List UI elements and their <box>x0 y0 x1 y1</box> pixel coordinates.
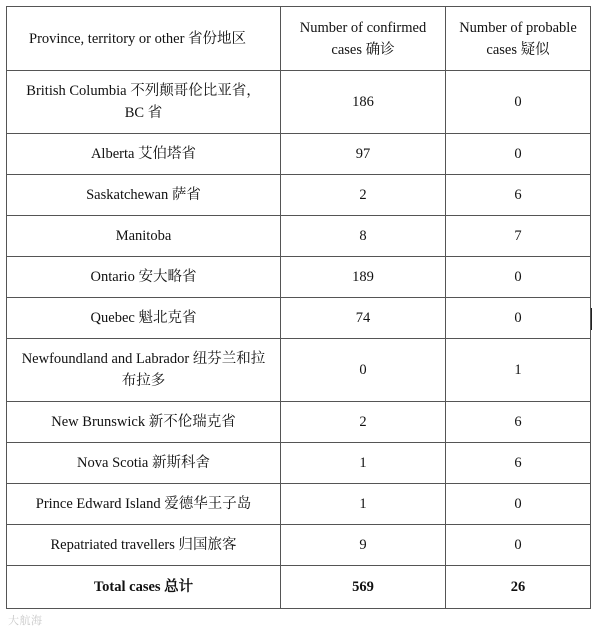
province-cell: British Columbia 不列颠哥伦比亚省，BC 省 <box>7 71 281 134</box>
table-row <box>7 257 591 298</box>
probable-cell: 1 <box>446 339 591 402</box>
table-body <box>7 71 591 609</box>
probable-cell: 0 <box>446 71 591 134</box>
total-probable: 26 <box>446 566 591 609</box>
table-row <box>7 71 591 134</box>
province-cell: Prince Edward Island 爱德华王子岛 <box>7 484 281 525</box>
confirmed-cell: 8 <box>281 216 446 257</box>
table-row <box>7 298 591 339</box>
confirmed-cell: 74 <box>281 298 446 339</box>
province-cell: Newfoundland and Labrador 纽芬兰和拉布拉多 <box>7 339 281 402</box>
watermark: 大航海 <box>8 614 43 627</box>
probable-cell: 0 <box>446 257 591 298</box>
header-probable: Number of probable cases 疑似 <box>446 7 591 71</box>
header-province: Province, territory or other 省份地区 <box>7 7 281 71</box>
confirmed-cell: 2 <box>281 175 446 216</box>
province-cell: Saskatchewan 萨省 <box>7 175 281 216</box>
probable-cell: 0 <box>446 525 591 566</box>
province-cell: Ontario 安大略省 <box>7 257 281 298</box>
province-cell: New Brunswick 新不伦瑞克省 <box>7 402 281 443</box>
probable-cell: 0 <box>446 298 591 339</box>
confirmed-cell: 97 <box>281 134 446 175</box>
confirmed-cell: 1 <box>281 484 446 525</box>
confirmed-cell: 186 <box>281 71 446 134</box>
province-cell: Repatriated travellers 归国旅客 <box>7 525 281 566</box>
header-row <box>7 7 591 71</box>
table-row <box>7 402 591 443</box>
total-row <box>7 566 591 609</box>
table-row <box>7 216 591 257</box>
table-row <box>7 175 591 216</box>
total-label: Total cases 总计 <box>7 566 281 609</box>
probable-cell: 6 <box>446 175 591 216</box>
province-cell: Alberta 艾伯塔省 <box>7 134 281 175</box>
probable-cell: 7 <box>446 216 591 257</box>
confirmed-cell: 1 <box>281 443 446 484</box>
probable-cell: 6 <box>446 402 591 443</box>
probable-cell: 0 <box>446 134 591 175</box>
header-confirmed: Number of confirmed cases 确诊 <box>281 7 446 71</box>
table-header <box>7 7 591 71</box>
confirmed-cell: 9 <box>281 525 446 566</box>
table-row <box>7 339 591 402</box>
table-row <box>7 134 591 175</box>
text-cursor <box>591 308 592 330</box>
probable-cell: 0 <box>446 484 591 525</box>
province-cell: Quebec 魁北克省 <box>7 298 281 339</box>
total-confirmed: 569 <box>281 566 446 609</box>
table-row <box>7 484 591 525</box>
probable-cell: 6 <box>446 443 591 484</box>
table-row <box>7 525 591 566</box>
table-row <box>7 443 591 484</box>
cases-table <box>6 6 591 609</box>
confirmed-cell: 189 <box>281 257 446 298</box>
confirmed-cell: 2 <box>281 402 446 443</box>
province-cell: Nova Scotia 新斯科舍 <box>7 443 281 484</box>
confirmed-cell: 0 <box>281 339 446 402</box>
province-cell: Manitoba <box>7 216 281 257</box>
